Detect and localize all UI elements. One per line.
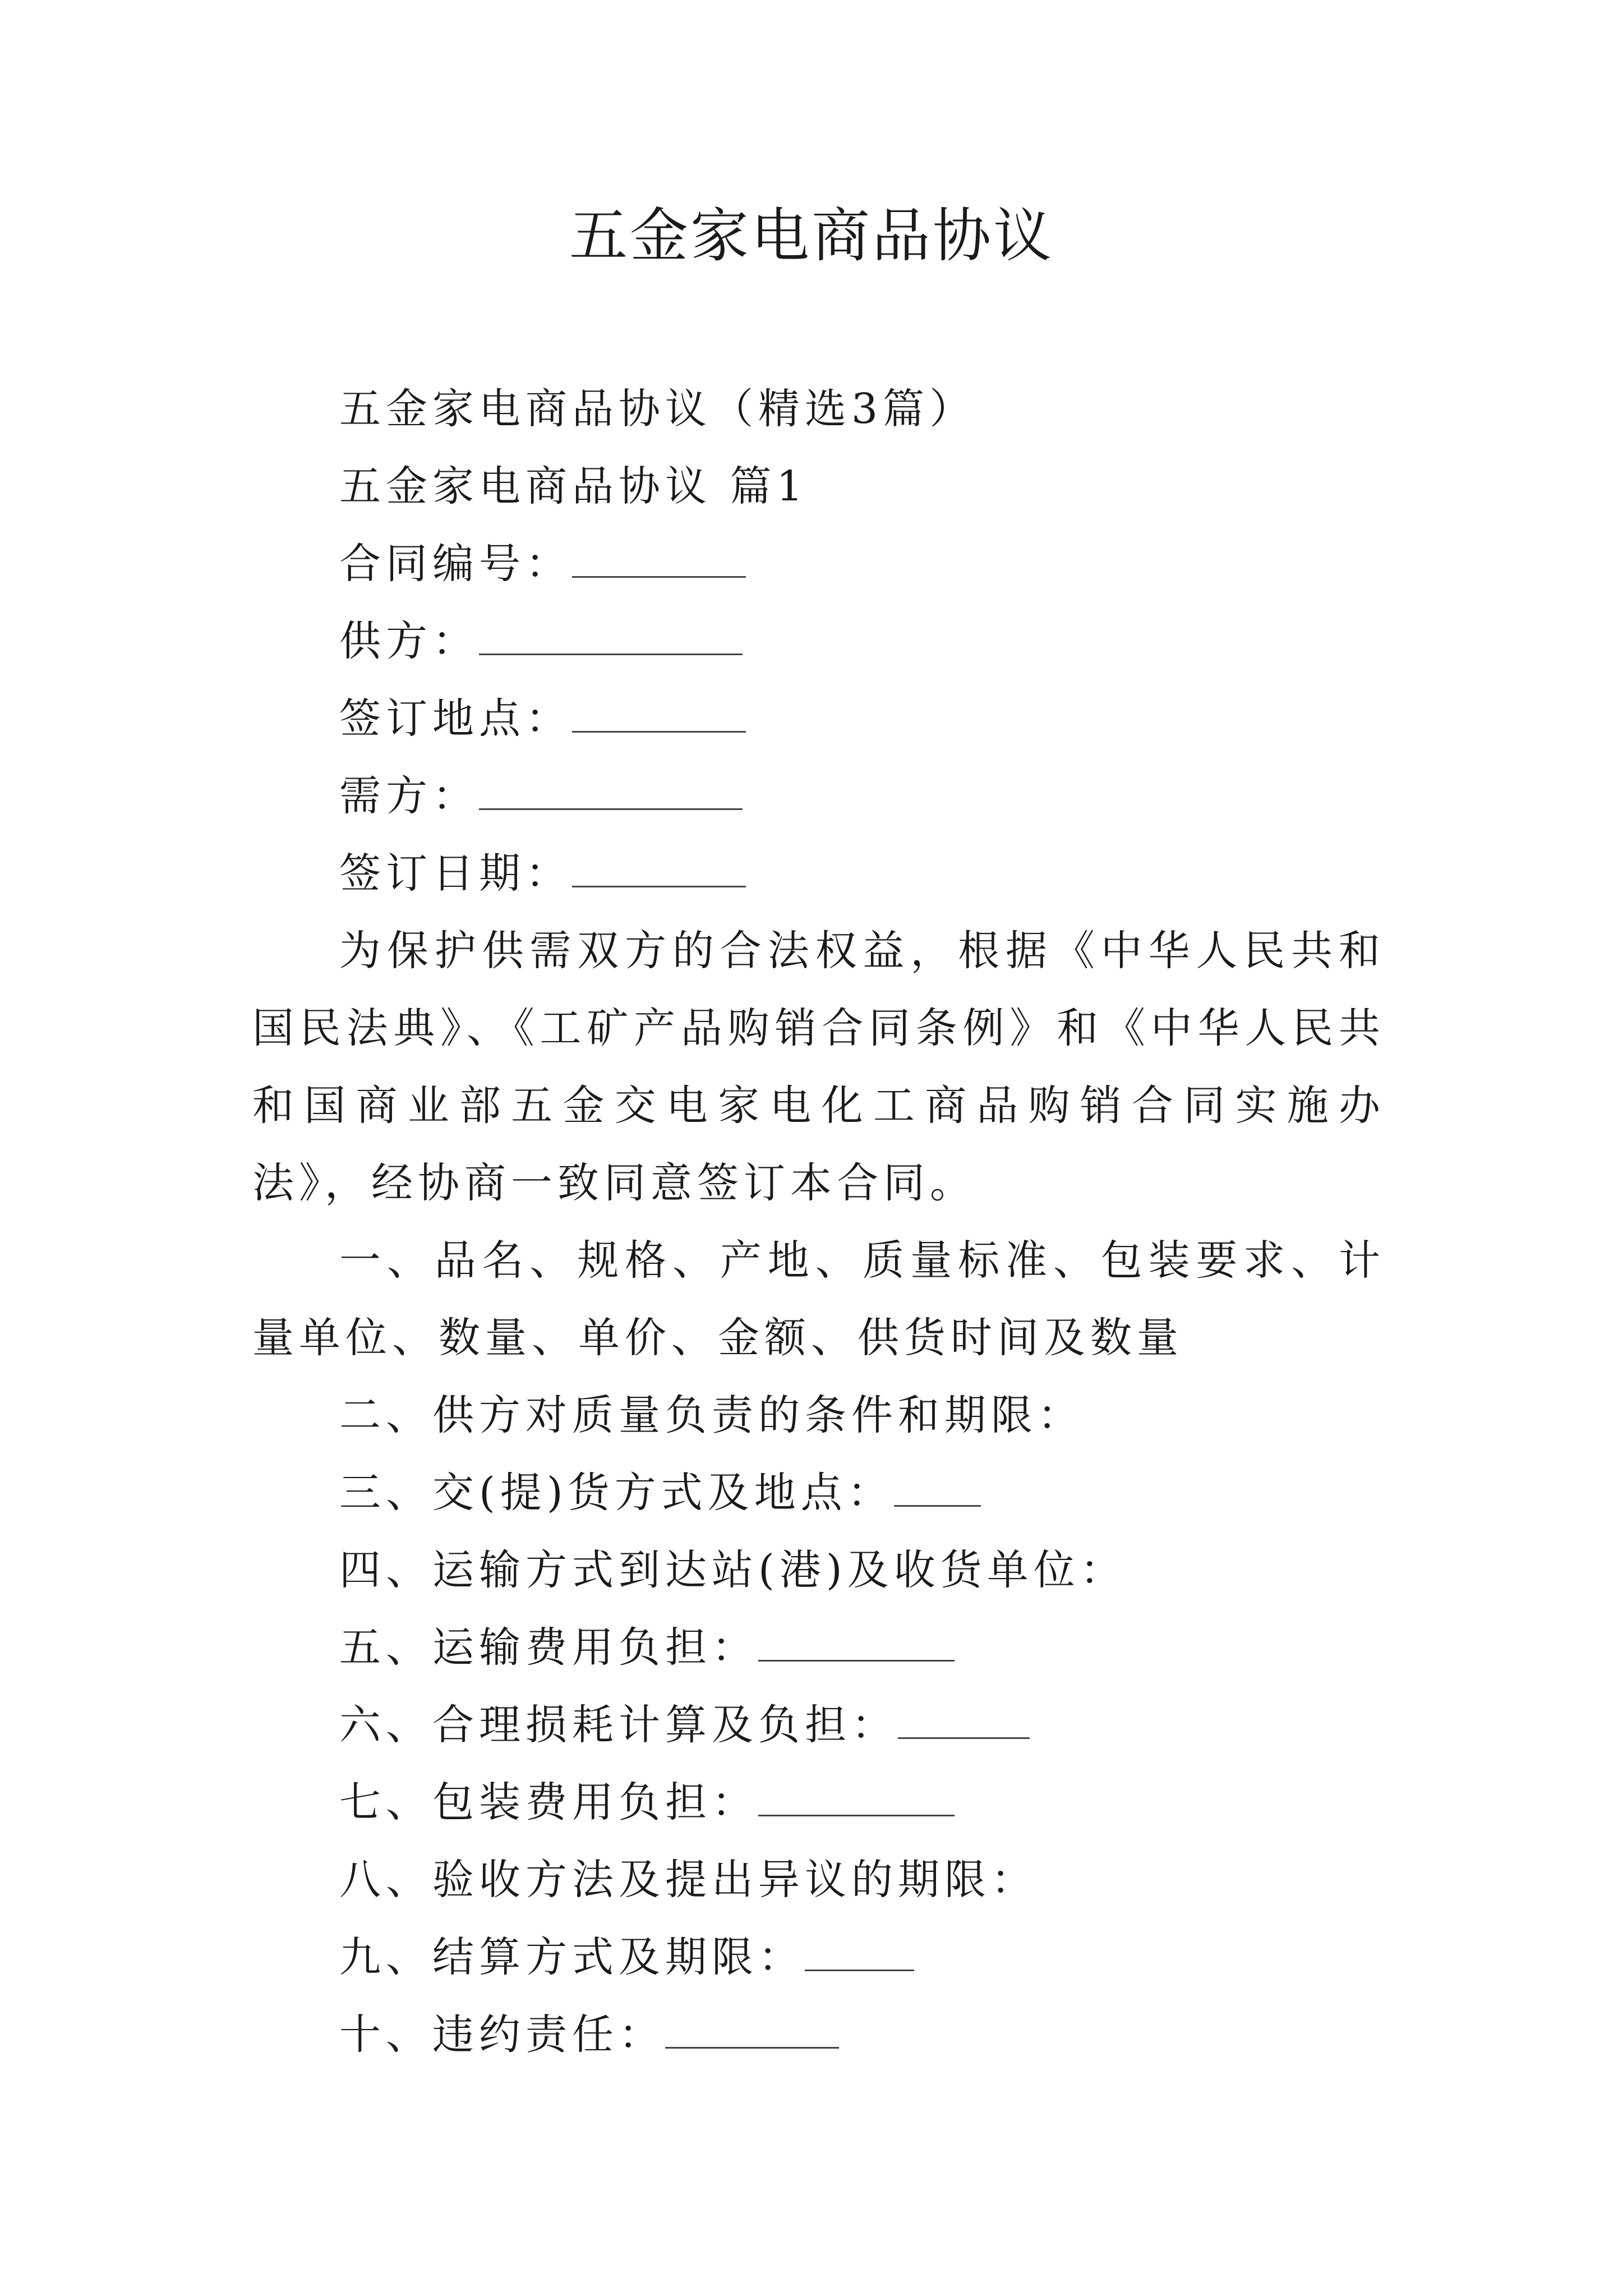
clause-10 [252, 1996, 1385, 2073]
clause-2: 二、供方对质量负责的条件和期限： [339, 1391, 1084, 1439]
field-label: 合同编号： [339, 540, 572, 588]
field-label: 签订地点： [339, 694, 572, 743]
blank-line [572, 694, 746, 733]
clause-8: 八、验收方法及提出异议的期限： [339, 1856, 1038, 1904]
blank-line [572, 849, 746, 887]
clause-1: 一、品名、规格、产地、质量标准、包装要求、计量单位、数量、单价、金额、供货时间及数量 [252, 1236, 1385, 1362]
document-title: 五金家电商品协议 [569, 201, 1054, 270]
intro-paragraph: 为保护供需双方的合法权益，根据《中华人民共和国民法典》、《工矿产品购销合同条例》和《中华人民共和国商业部五金交电家电化工商品购销合同实施办法》，经协商一致同意签订本合同。 [252, 927, 1385, 1207]
section-heading: 五金家电商品协议 篇1 [339, 462, 808, 510]
field-sign-place [252, 680, 1385, 757]
clause-9 [252, 1918, 1385, 1996]
field-label: 签订日期： [339, 849, 572, 898]
clause-label: 三、交(提)货方式及地点： [339, 1469, 894, 1517]
blank-line [758, 1778, 955, 1816]
clause-label: 五、运输费用负担： [339, 1623, 758, 1672]
clause-label: 七、包装费用负担： [339, 1778, 758, 1826]
clause-label: 六、合理损耗计算及负担： [339, 1701, 898, 1749]
clause-5 [252, 1609, 1385, 1686]
blank-line [898, 1700, 1030, 1739]
blank-line [479, 771, 743, 810]
field-supplier [252, 602, 1385, 680]
field-label: 需方： [339, 772, 479, 820]
clause-4: 四、运输方式到达站(港)及收货单位： [339, 1546, 1127, 1594]
field-buyer [252, 757, 1385, 835]
blank-line [479, 616, 743, 655]
field-sign-date [252, 835, 1385, 912]
subtitle: 五金家电商品协议（精选3篇） [339, 385, 976, 433]
blank-line [894, 1468, 981, 1507]
clause-3 [252, 1454, 1385, 1531]
field-contract-no [252, 525, 1385, 602]
clause-7 [252, 1764, 1385, 1841]
clause-6 [252, 1686, 1385, 1764]
document-body [252, 370, 1385, 2073]
clause-label: 九、结算方式及期限： [339, 1933, 805, 1981]
blank-line [572, 539, 746, 578]
blank-line [665, 2010, 839, 2049]
blank-line [805, 1932, 914, 1971]
blank-line [758, 1623, 955, 1662]
field-label: 供方： [339, 617, 479, 665]
clause-label: 十、违约责任： [339, 2010, 665, 2059]
